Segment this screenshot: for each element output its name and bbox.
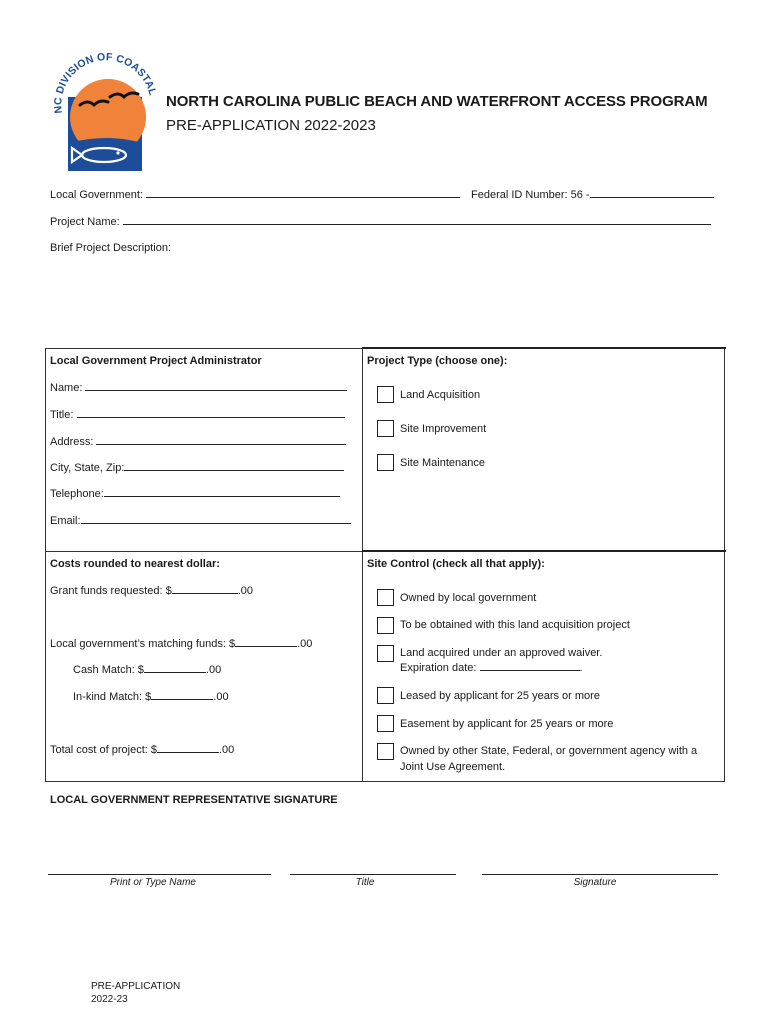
checkbox-site-improvement[interactable] [377, 420, 394, 437]
admin-title-field[interactable] [50, 408, 345, 421]
grant-funds-suffix: .00 [237, 585, 253, 597]
admin-email-field[interactable] [50, 514, 351, 527]
checkbox-other-agency[interactable] [377, 743, 394, 760]
inkind-match-field[interactable] [73, 690, 229, 703]
inkind-match-suffix: .00 [213, 691, 229, 703]
table-heavy-border-mid [362, 550, 726, 552]
admin-telephone-field[interactable] [50, 487, 340, 500]
cash-match-blank[interactable] [144, 663, 206, 673]
grant-funds-field[interactable] [50, 584, 253, 597]
signature-line[interactable] [482, 874, 718, 875]
inkind-match-label: In-kind Match: $ [73, 691, 152, 703]
checkbox-to-be-obtained[interactable] [377, 617, 394, 634]
checkbox-leased[interactable] [377, 687, 394, 704]
administrator-heading: Local Government Project Administrator [50, 355, 262, 367]
leased-label: Leased by applicant for 25 years or more [400, 690, 600, 702]
site-control-heading: Site Control (check all that apply): [367, 558, 545, 570]
admin-city-field[interactable] [50, 461, 344, 474]
site-maintenance-label: Site Maintenance [400, 457, 485, 469]
total-cost-field[interactable] [50, 743, 234, 756]
print-name-line[interactable] [48, 874, 271, 875]
page-subtitle: PRE-APPLICATION 2022-2023 [166, 117, 376, 134]
total-cost-suffix: .00 [219, 744, 235, 756]
page-title: NORTH CAROLINA PUBLIC BEACH AND WATERFRONT ACCESS PROGRAM [166, 93, 708, 110]
expiration-date-field[interactable] [400, 661, 583, 676]
admin-name-blank[interactable] [85, 381, 347, 391]
cash-match-label: Cash Match: $ [73, 664, 144, 676]
logo-arc-text: NC DIVISION OF COASTAL [52, 51, 159, 114]
ncdcm-logo [52, 47, 160, 175]
to-be-obtained-label: To be obtained with this land acquisition project [400, 619, 630, 631]
brief-description-label: Brief Project Description: [50, 242, 172, 254]
admin-title-label: Title: [50, 409, 74, 421]
ncdcm-logo-graphic [52, 47, 160, 175]
local-government-blank[interactable] [146, 188, 460, 198]
admin-address-field[interactable] [50, 435, 346, 448]
local-government-field[interactable] [50, 188, 460, 201]
project-name-blank[interactable] [123, 215, 711, 225]
admin-city-blank[interactable] [124, 461, 344, 471]
federal-id-field[interactable] [471, 188, 714, 201]
other-agency-label-line1: Owned by other State, Federal, or government agency with a [400, 745, 698, 757]
admin-telephone-label: Telephone: [50, 488, 104, 500]
waiver-label: Land acquired under an approved waiver. [400, 647, 603, 659]
grant-funds-blank[interactable] [172, 584, 238, 594]
admin-city-label: City, State, Zip: [50, 462, 125, 474]
admin-address-label: Address: [50, 436, 94, 448]
land-acquisition-label: Land Acquisition [400, 389, 481, 401]
print-name-caption: Print or Type Name [110, 877, 196, 888]
admin-title-blank[interactable] [77, 408, 345, 418]
grant-funds-label: Grant funds requested: $ [50, 585, 172, 597]
site-improvement-label: Site Improvement [400, 423, 487, 435]
federal-id-blank[interactable] [590, 188, 714, 198]
footer-line2: 2022-23 [91, 994, 128, 1005]
admin-name-field[interactable] [50, 381, 347, 394]
signature-heading: LOCAL GOVERNMENT REPRESENTATIVE SIGNATURE [50, 794, 338, 806]
expiration-date-blank[interactable] [480, 661, 580, 671]
local-government-label: Local Government: [50, 189, 143, 201]
footer [91, 980, 180, 1006]
checkbox-easement[interactable] [377, 715, 394, 732]
footer-line1: PRE-APPLICATION [91, 981, 181, 992]
admin-email-blank[interactable] [81, 514, 351, 524]
table-divider-vertical [362, 348, 363, 782]
project-name-field[interactable] [50, 215, 711, 228]
checkbox-owned-local[interactable] [377, 589, 394, 606]
expiration-date-period: . [579, 662, 583, 674]
admin-email-label: Email: [50, 515, 81, 527]
project-name-label: Project Name: [50, 216, 120, 228]
project-type-heading: Project Type (choose one): [367, 355, 508, 367]
owned-local-label: Owned by local government [400, 592, 537, 604]
cash-match-field[interactable] [73, 663, 221, 676]
expiration-date-label: Expiration date: [400, 662, 477, 674]
table-heavy-border-top [362, 347, 726, 349]
admin-telephone-blank[interactable] [104, 487, 340, 497]
admin-address-blank[interactable] [96, 435, 346, 445]
inkind-match-blank[interactable] [151, 690, 213, 700]
matching-funds-label: Local government’s matching funds: $ [50, 638, 236, 650]
checkbox-waiver[interactable] [377, 645, 394, 662]
total-cost-blank[interactable] [157, 743, 219, 753]
cash-match-suffix: .00 [205, 664, 222, 676]
matching-funds-suffix: .00 [297, 638, 313, 650]
title-caption: Title [355, 877, 375, 888]
matching-funds-blank[interactable] [235, 637, 297, 647]
signature-caption: Signature [573, 877, 617, 888]
easement-label: Easement by applicant for 25 years or more [400, 718, 614, 730]
other-agency-label-line2: Joint Use Agreement. [400, 761, 506, 773]
admin-name-label: Name: [50, 382, 83, 394]
costs-heading: Costs rounded to nearest dollar: [50, 558, 220, 570]
federal-id-label: Federal ID Number: 56 - [471, 189, 590, 201]
checkbox-site-maintenance[interactable] [377, 454, 394, 471]
title-line[interactable] [290, 874, 456, 875]
total-cost-label: Total cost of project: $ [50, 744, 157, 756]
matching-funds-field[interactable] [50, 637, 312, 650]
checkbox-land-acquisition[interactable] [377, 386, 394, 403]
